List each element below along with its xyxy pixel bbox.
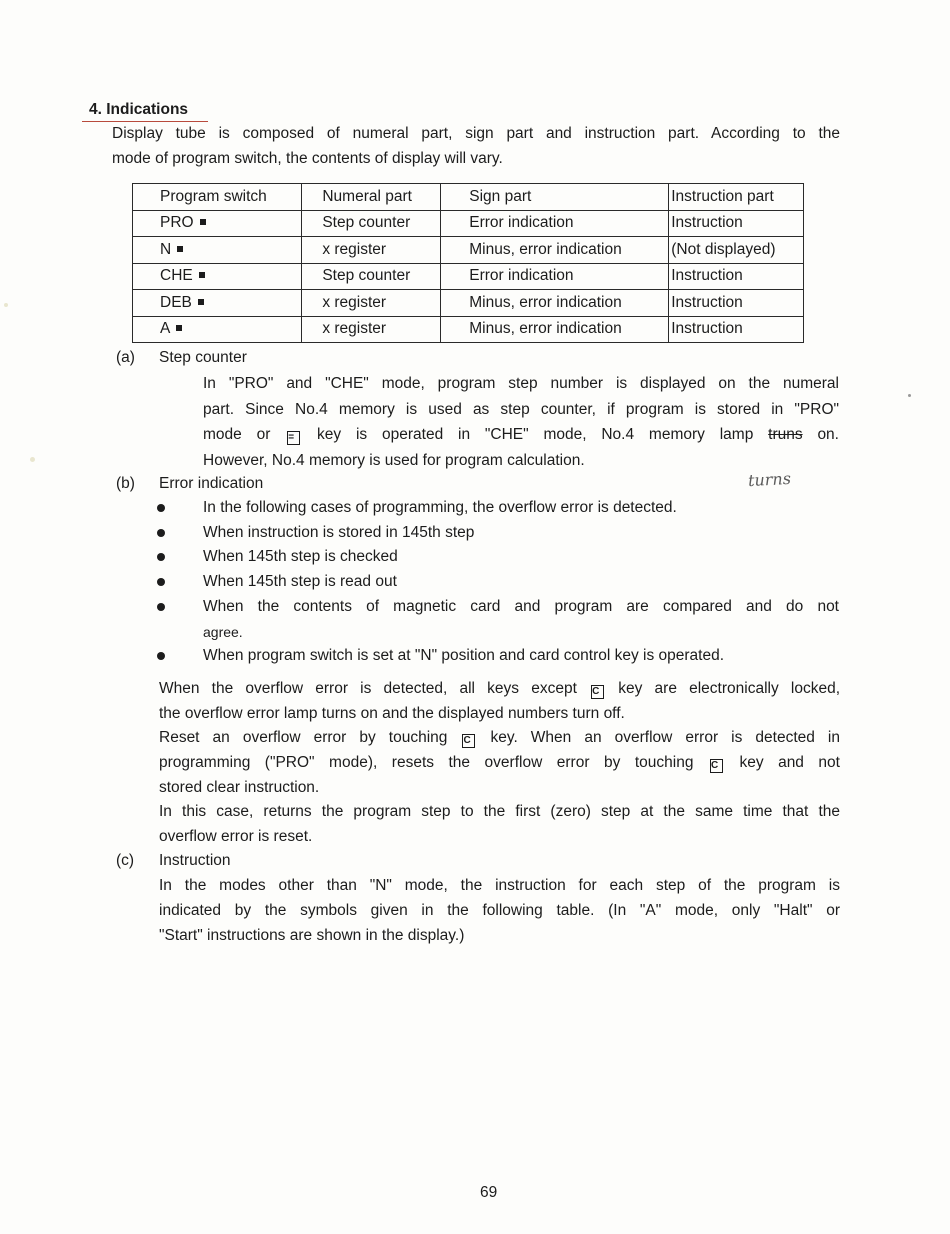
numeral-cell: x register <box>302 237 441 264</box>
text-span: key is operated in "CHE" mode, No.4 memory lamp <box>317 426 754 443</box>
switch-cell <box>133 290 302 317</box>
switch-cell <box>133 263 302 290</box>
sign-cell: Error indication <box>441 263 669 290</box>
table-row <box>133 316 804 343</box>
square-mark-icon <box>176 325 182 331</box>
square-mark-icon <box>198 299 204 305</box>
intro-line-1: Display tube is composed of numeral part, sign part and instruction part. According to the <box>112 125 840 142</box>
table-header-row <box>133 184 804 211</box>
sign-cell: Error indication <box>441 210 669 237</box>
page-number: 69 <box>480 1184 498 1201</box>
clear-key-icon: C <box>710 759 723 773</box>
numeral-cell: Step counter <box>302 210 441 237</box>
intro-line-2: mode of program switch, the contents of display will vary. <box>112 150 503 167</box>
section-c-line-1: In the modes other than "N" mode, the instruction for each step of the program is <box>159 877 840 894</box>
paragraph-2-line-3: stored clear instruction. <box>159 779 320 796</box>
instruction-cell: Instruction <box>669 210 804 237</box>
indications-table <box>132 183 804 343</box>
switch-cell <box>133 210 302 237</box>
list-item: In the following cases of programming, the overflow error is detected. <box>203 499 677 516</box>
switch-label: DEB <box>160 293 192 311</box>
table-row <box>133 210 804 237</box>
text-span: programming ("PRO" mode), resets the overflow error by touching <box>159 754 694 771</box>
section-a-line-4: However, No.4 memory is used for program calculation. <box>203 452 585 469</box>
section-b-title: Error indication <box>159 475 264 492</box>
numeral-cell: x register <box>302 316 441 343</box>
scan-speck <box>30 457 35 462</box>
text-span: mode or <box>203 426 271 443</box>
table-row <box>133 263 804 290</box>
struck-word: truns <box>768 426 803 443</box>
section-c-line-3: "Start" instructions are shown in the display.) <box>159 927 465 944</box>
section-c-line-2: indicated by the symbols given in the following table. (In "A" mode, only "Halt" or <box>159 902 840 919</box>
table-row <box>133 290 804 317</box>
scan-speck <box>4 303 8 307</box>
paragraph-2-line-1 <box>159 726 840 750</box>
text-span: key and not <box>739 754 840 771</box>
header-program-switch: Program switch <box>133 184 302 211</box>
list-item: When the contents of magnetic card and program are compared and do not <box>203 598 839 615</box>
list-item: When 145th step is checked <box>203 548 398 565</box>
list-item: When instruction is stored in 145th step <box>203 524 475 541</box>
paragraph-2-line-2 <box>159 751 840 775</box>
switch-label: A <box>160 320 171 338</box>
switch-label: CHE <box>160 267 193 285</box>
text-span: on. <box>817 426 839 443</box>
bullet-icon <box>157 578 165 586</box>
handwritten-correction: turns <box>747 468 792 491</box>
section-a-line-1: In "PRO" and "CHE" mode, program step number is displayed on the numeral <box>203 375 839 392</box>
bullet-icon <box>157 603 165 611</box>
switch-label: N <box>160 240 172 258</box>
list-item: When 145th step is read out <box>203 573 397 590</box>
header-numeral-part: Numeral part <box>302 184 441 211</box>
switch-cell <box>133 316 302 343</box>
section-a-label: (a) <box>116 349 135 366</box>
list-item-continuation: agree. <box>203 624 243 640</box>
switch-label: PRO <box>160 214 194 232</box>
switch-cell <box>133 237 302 264</box>
header-instruction-part: Instruction part <box>669 184 804 211</box>
bullet-icon <box>157 529 165 537</box>
bullet-icon <box>157 553 165 561</box>
instruction-cell: Instruction <box>669 290 804 317</box>
section-heading: 4. Indications <box>89 101 189 118</box>
section-c-label: (c) <box>116 852 135 869</box>
table-row <box>133 237 804 264</box>
section-b-label: (b) <box>116 475 135 492</box>
text-span: key. When an overflow error is detected in <box>490 729 840 746</box>
clear-key-icon: C <box>591 685 604 699</box>
section-a-title: Step counter <box>159 349 247 366</box>
equals-key-icon: = <box>287 431 300 445</box>
bullet-icon <box>157 652 165 660</box>
section-c-title: Instruction <box>159 852 231 869</box>
text-span: key are electronically locked, <box>618 680 840 697</box>
numeral-cell: x register <box>302 290 441 317</box>
instruction-cell: Instruction <box>669 316 804 343</box>
header-sign-part: Sign part <box>441 184 669 211</box>
square-mark-icon <box>199 272 205 278</box>
sign-cell: Minus, error indication <box>441 237 669 264</box>
instruction-cell: (Not displayed) <box>669 237 804 264</box>
sign-cell: Minus, error indication <box>441 316 669 343</box>
clear-key-icon: C <box>462 734 475 748</box>
text-span: When the overflow error is detected, all keys except <box>159 680 577 697</box>
paragraph-3-line-2: overflow error is reset. <box>159 828 313 845</box>
instruction-cell: Instruction <box>669 263 804 290</box>
section-a-line-2: part. Since No.4 memory is used as step counter, if program is stored in "PRO" <box>203 401 839 418</box>
square-mark-icon <box>200 219 206 225</box>
paragraph-3-line-1: In this case, returns the program step to the first (zero) step at the same time that the <box>159 803 840 820</box>
paragraph-1-line-1 <box>159 677 840 701</box>
scan-speck <box>908 394 911 397</box>
text-span: Reset an overflow error by touching <box>159 729 448 746</box>
paragraph-1-line-2: the overflow error lamp turns on and the displayed numbers turn off. <box>159 705 625 722</box>
bullet-icon <box>157 504 165 512</box>
sign-cell: Minus, error indication <box>441 290 669 317</box>
list-item: When program switch is set at "N" position and card control key is operated. <box>203 647 725 664</box>
section-a-line-3 <box>203 423 839 447</box>
square-mark-icon <box>177 246 183 252</box>
numeral-cell: Step counter <box>302 263 441 290</box>
